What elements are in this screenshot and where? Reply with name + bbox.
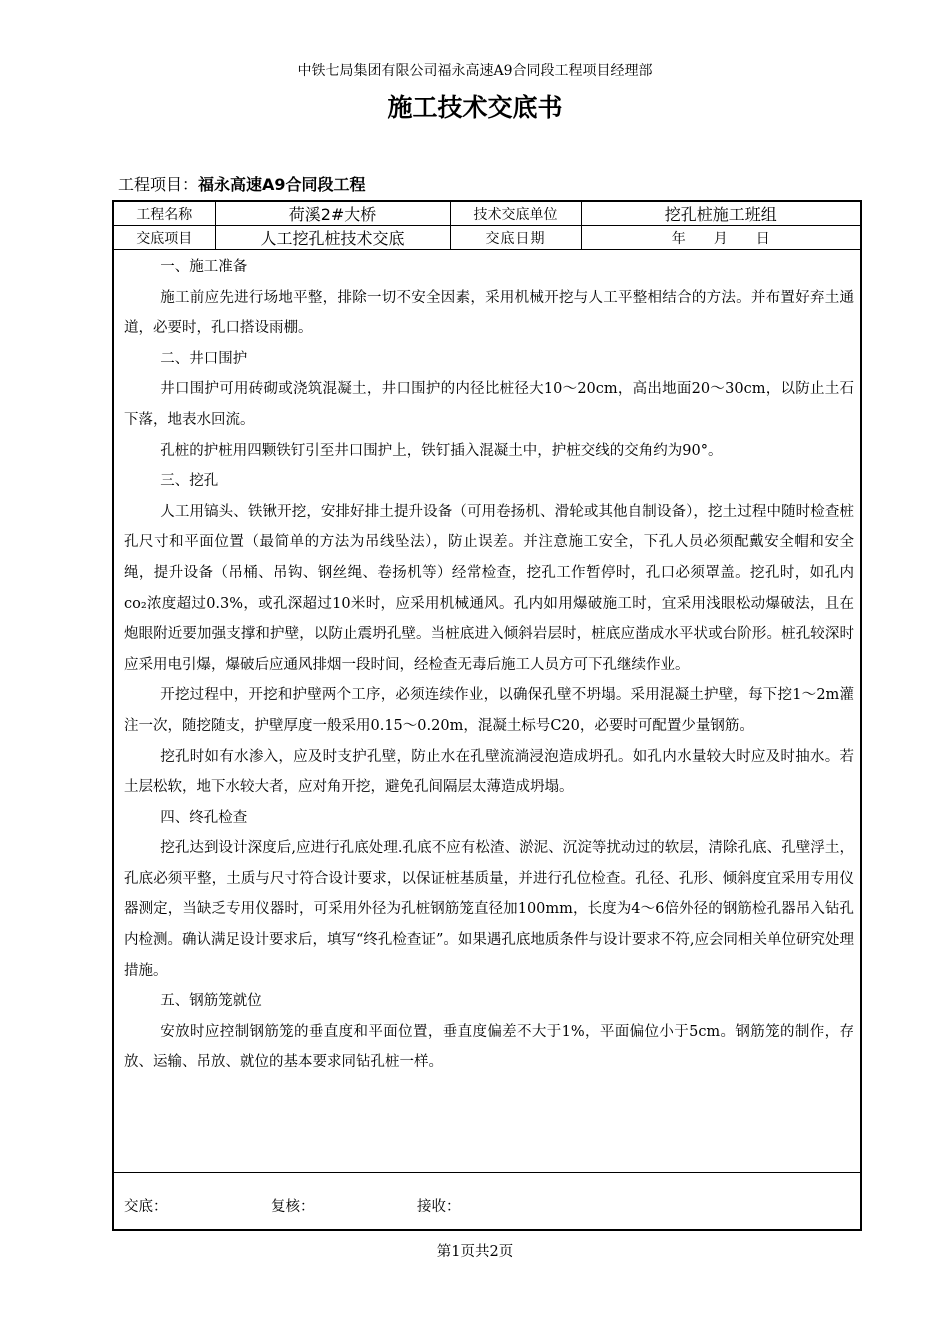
organization-header: 中铁七局集团有限公司福永高速A9合同段工程项目经理部 <box>297 63 653 79</box>
item-value: 人工挖孔桩技术交底 <box>215 226 450 250</box>
paragraph: 人工用镐头、铁锹开挖，安排好排土提升设备（可用卷扬机、滑轮或其他自制设备），挖土过程中随时检查桩孔尺寸和平面位置（最简单的方法为吊线坠法），防止误差。并注意施工安全，下孔人员必须配戴安全帽和安全绳，提升设备（吊桶、吊钩、钢丝绳、卷扬机等）经常检查，挖孔工作暂停时，孔口必须罩盖。挖孔时，如孔内co₂浓度超过0.3%，或孔深超过10米时，应采用机械通风。孔内如用爆破施工时，宜采用浅眼松动爆破法，且在炮眼附近要加强支撑和护壁，以防止震坍孔壁。当桩底进入倾斜岩层时，桩底应凿成水平状或台阶形。桩孔较深时应采用电引爆，爆破后应通风排烟一段时间，经检查无毒后施工人员方可下孔继续作业。 <box>124 503 854 673</box>
date-label: 交底日期 <box>450 226 581 250</box>
section-heading: 一、施工准备 <box>160 259 248 275</box>
project-label: 工程项目： <box>118 175 199 194</box>
project-line <box>118 172 366 195</box>
page-number: 第1页共2页 <box>436 1244 514 1260</box>
handover-label: 交底： <box>124 1199 168 1215</box>
signature-row <box>114 1172 860 1229</box>
paragraph: 安放时应控制钢筋笼的垂直度和平面位置，垂直度偏差不大于1%，平面偏位小于5cm。钢筋笼的制作，存放、运输、吊放、就位的基本要求同钻孔桩一样。 <box>124 1023 854 1071</box>
info-row-2 <box>114 226 860 250</box>
unit-value: 挖孔桩施工班组 <box>581 202 860 226</box>
project-name-value: 荷溪2#大桥 <box>215 202 450 226</box>
project-value: 福永高速A9合同段工程 <box>198 175 366 194</box>
item-label: 交底项目 <box>114 226 215 250</box>
project-name-label: 工程名称 <box>114 202 215 226</box>
unit-label: 技术交底单位 <box>450 202 581 226</box>
paragraph: 施工前应先进行场地平整，排除一切不安全因素，采用机械开挖与人工平整相结合的方法。并布置好弃土通道，必要时，孔口搭设雨棚。 <box>124 289 854 337</box>
info-row-1 <box>114 202 860 226</box>
receive-label: 接收： <box>417 1199 461 1215</box>
info-table <box>114 202 860 250</box>
date-value: 年 月 日 <box>581 226 860 250</box>
paragraph: 挖孔达到设计深度后,应进行孔底处理.孔底不应有松渣、淤泥、沉淀等扰动过的软层，清除孔底、孔壁浮土，孔底必须平整，土质与尺寸符合设计要求，以保证桩基质量，并进行孔位检查。孔径、孔形、倾斜度宜采用专用仪器测定，当缺乏专用仪器时，可采用外径为孔桩钢筋笼直径加100mm，长度为4～6倍外径的钢筋检孔器吊入钻孔内检测。确认满足设计要求后，填写“终孔检查证”。如果遇孔底地质条件与设计要求不符,应会同相关单位研究处理措施。 <box>124 840 854 979</box>
document-title: 施工技术交底书 <box>387 93 563 122</box>
paragraph: 井口围护可用砖砌或浇筑混凝土，井口围护的内径比桩径大10～20cm，高出地面20～30cm，以防止土石下落，地表水回流。 <box>124 381 854 428</box>
section-heading: 五、钢筋笼就位 <box>160 993 262 1010</box>
review-label: 复核： <box>271 1199 315 1215</box>
document-frame <box>112 200 862 1231</box>
section-heading: 三、挖孔 <box>160 473 219 490</box>
paragraph: 挖孔时如有水渗入，应及时支护孔壁，防止水在孔壁流淌浸泡造成坍孔。如孔内水量较大时应及时抽水。若土层松软，地下水较大者，应对角开挖，避免孔间隔层太薄造成坍塌。 <box>124 748 854 796</box>
section-heading: 四、终孔检查 <box>160 809 248 826</box>
paragraph: 开挖过程中，开挖和护壁两个工序，必须连续作业，以确保孔壁不坍塌。采用混凝土护壁，每下挖1～2m灌注一次，随挖随支，护壁厚度一般采用0.15～0.20m，混凝土标号C20，必要时可配置少量钢筋。 <box>124 687 854 734</box>
disclosure-content <box>114 252 860 1078</box>
paragraph: 孔桩的护桩用四颗铁钉引至井口围护上，铁钉插入混凝土中，护桩交线的交角约为90°。 <box>160 442 723 459</box>
section-heading: 二、井口围护 <box>160 350 248 367</box>
